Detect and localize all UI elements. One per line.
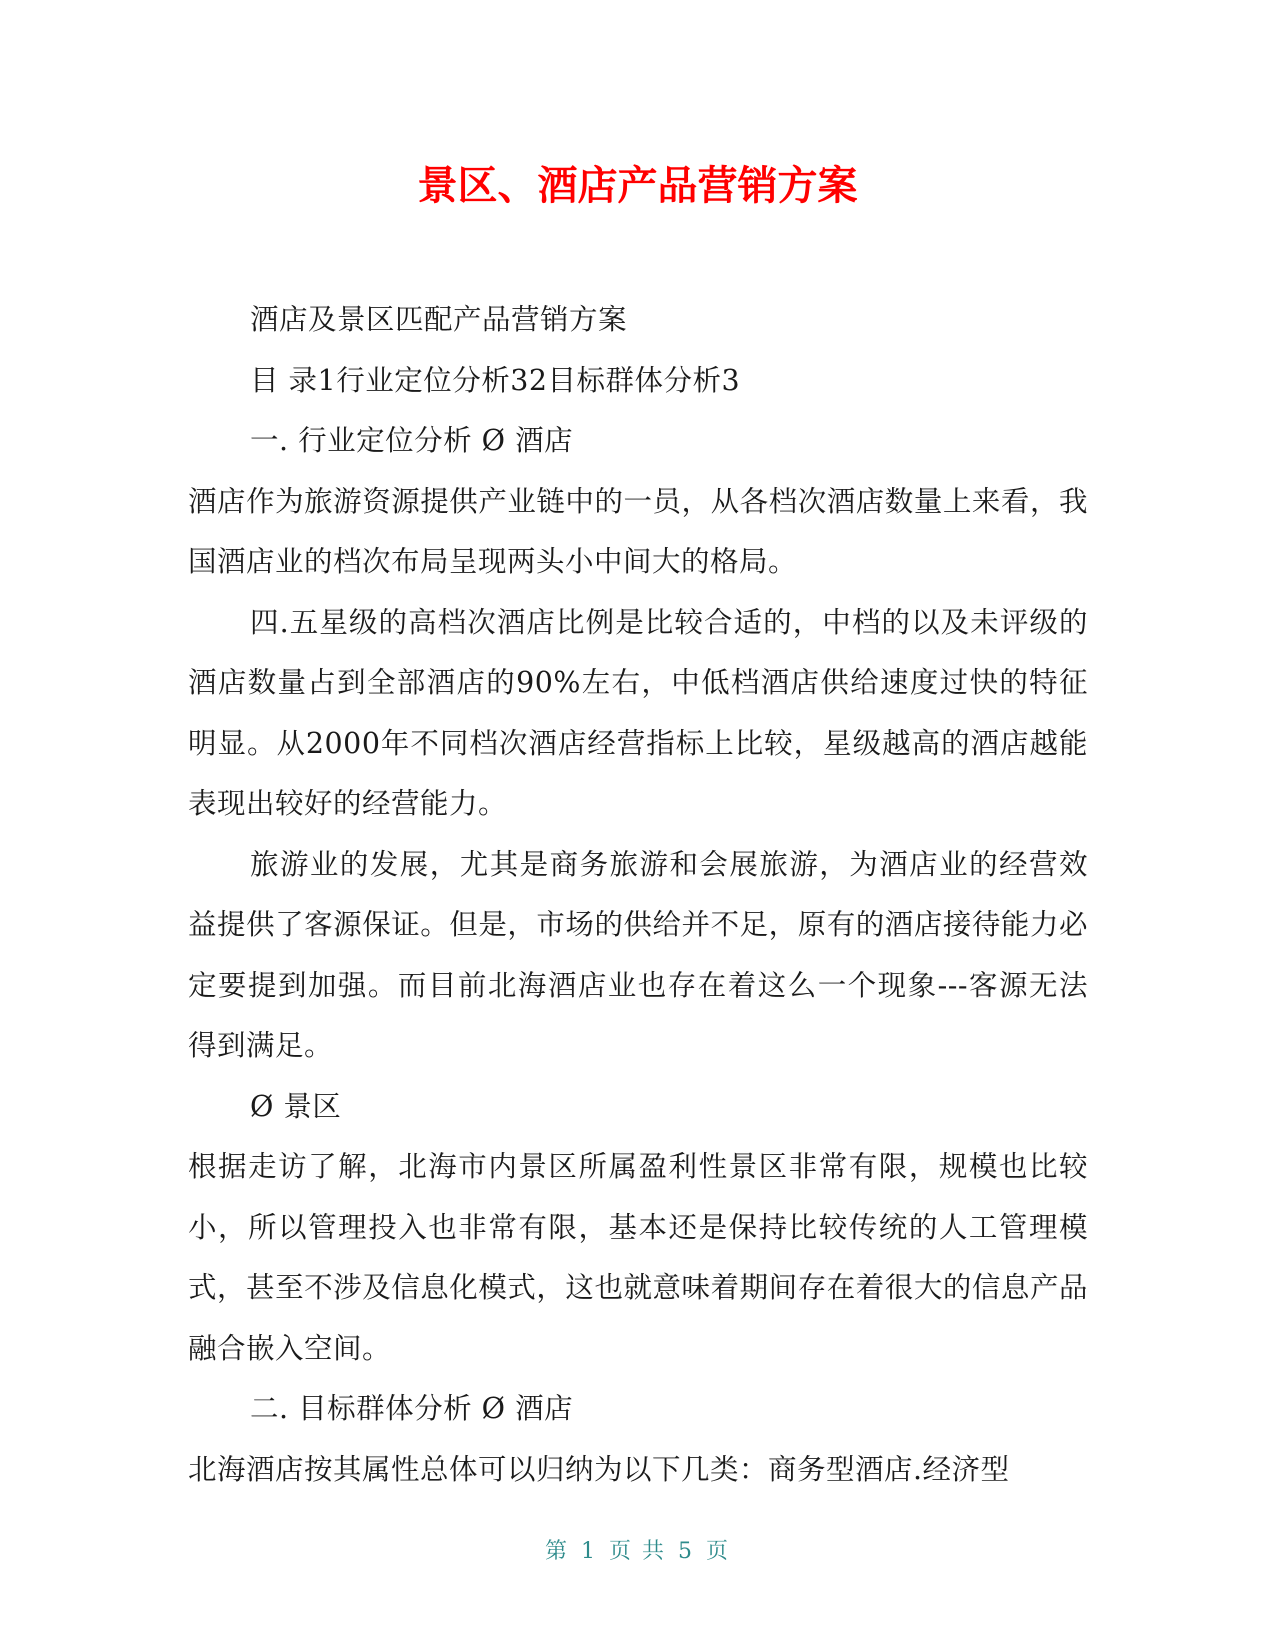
- document-title: 景区、酒店产品营销方案: [417, 163, 858, 209]
- footer-page-number: 1: [581, 1539, 597, 1564]
- footer-prefix: 第: [544, 1539, 569, 1564]
- footer-suffix: 页: [706, 1539, 731, 1564]
- page-footer: [0, 1537, 1275, 1567]
- document-body: [188, 290, 1088, 1500]
- paragraph: 四.五星级的高档次酒店比例是比较合适的，中档的以及未评级的酒店数量占到全部酒店的90%左右，中低档酒店供给速度过快的特征明显。从2000年不同档次酒店经营指标上比较，星级越高的酒店越能表现出较好的经营能力。: [188, 605, 1088, 820]
- paragraph: 北海酒店按其属性总体可以归纳为以下几类：商务型酒店.经济型: [188, 1452, 1010, 1486]
- paragraph: 旅游业的发展，尤其是商务旅游和会展旅游，为酒店业的经营效益提供了客源保证。但是，市场的供给并不足，原有的酒店接待能力必定要提到加强。而目前北海酒店业也存在着这么一个现象---客源无法得到满足。: [188, 847, 1088, 1062]
- paragraph: 酒店及景区匹配产品营销方案: [250, 303, 628, 336]
- paragraph: 二. 目标群体分析 Ø 酒店: [250, 1392, 574, 1425]
- paragraph: 根据走访了解，北海市内景区所属盈利性景区非常有限，规模也比较小，所以管理投入也非常有限，基本还是保持比较传统的人工管理模式，甚至不涉及信息化模式，这也就意味着期间存在着很大的信息产品融合嵌入空间。: [188, 1150, 1088, 1365]
- paragraph: Ø 景区: [250, 1089, 342, 1123]
- paragraph: 一. 行业定位分析 Ø 酒店: [250, 424, 574, 457]
- footer-total-pages: 5: [678, 1539, 694, 1564]
- paragraph: 酒店作为旅游资源提供产业链中的一员，从各档次酒店数量上来看，我国酒店业的档次布局呈现两头小中间大的格局。: [188, 484, 1088, 578]
- footer-middle: 页 共: [609, 1539, 666, 1564]
- paragraph: 目 录1行业定位分析32目标群体分析3: [250, 363, 741, 397]
